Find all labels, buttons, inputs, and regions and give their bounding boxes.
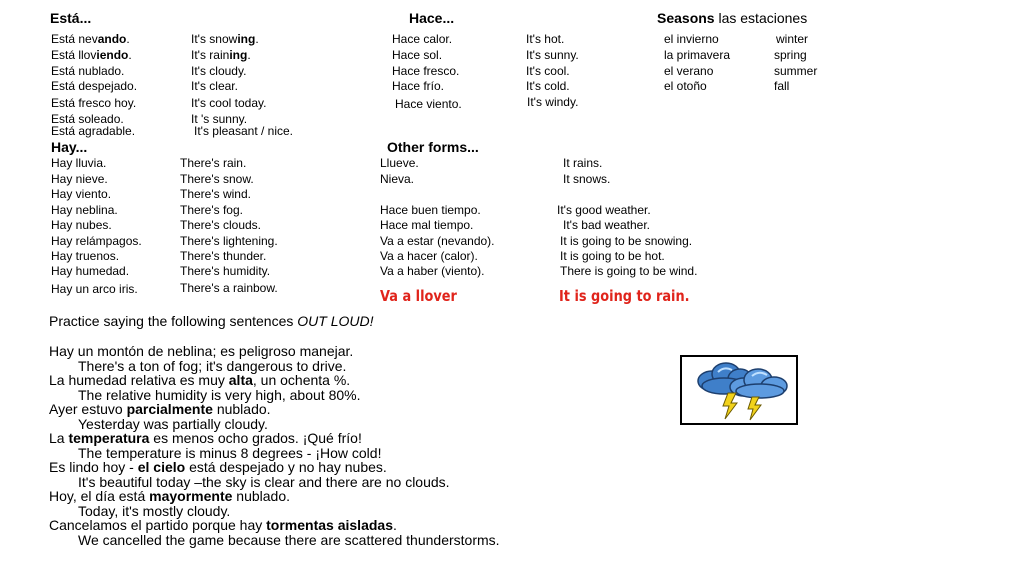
header-seasons-bold: Seasons — [657, 10, 715, 26]
hay-es-3: Hay neblina. — [51, 203, 118, 217]
esta-es-4: Está fresco hoy. — [51, 96, 137, 110]
other-es-1: Nieva. — [380, 172, 415, 186]
season-es-0: el invierno — [664, 32, 719, 46]
practice-line-11: Today, it's mostly cloudy. — [78, 502, 231, 519]
highlight-spanish: Va a llover — [380, 287, 457, 305]
practice-line-7: The temperature is minus 8 degrees - ¡How cold! — [78, 444, 382, 461]
practice-intro: Practice saying the following sentences OUT LOUD! — [49, 313, 374, 329]
esta-es-2: Está nublado. — [51, 64, 125, 78]
hay-en-7: There's humidity. — [180, 264, 271, 278]
practice-line-6: La temperatura es menos ocho grados. ¡Qué frío! — [49, 430, 362, 446]
practice-line-1: There's a ton of fog; it's dangerous to drive. — [78, 357, 347, 374]
other-en-1: It snows. — [563, 172, 611, 186]
other-es-5: Va a hacer (calor). — [380, 249, 478, 263]
season-en-2: summer — [774, 64, 818, 78]
season-es-2: el verano — [664, 64, 714, 78]
hay-es-8: Hay un arco iris. — [51, 282, 138, 296]
practice-line-4: Ayer estuvo parcialmente nublado. — [49, 401, 271, 417]
hace-en-4: It's windy. — [527, 95, 579, 109]
header-hace: Hace... — [409, 10, 455, 26]
practice-line-5: Yesterday was partially cloudy. — [78, 415, 268, 432]
esta-es-3: Está despejado. — [51, 79, 138, 93]
other-es-6: Va a haber (viento). — [380, 264, 485, 278]
other-es-2: Hace buen tiempo. — [380, 203, 481, 217]
hay-en-1: There's snow. — [180, 172, 254, 186]
header-other-forms: Other forms... — [387, 139, 479, 155]
hay-en-3: There's fog. — [180, 203, 243, 217]
practice-line-0: Hay un montón de neblina; es peligroso manejar. — [49, 343, 354, 359]
highlight-english: It is going to rain. — [559, 287, 690, 305]
storm-cloud-lightning-icon — [682, 357, 796, 423]
header-hay: Hay... — [51, 139, 88, 155]
esta-en-0: It's snowing. — [191, 32, 259, 46]
practice-line-10: Hoy, el día está mayormente nublado. — [49, 488, 291, 504]
season-es-3: el otoño — [664, 79, 707, 93]
practice-line-13: We cancelled the game because there are scattered thunderstorms. — [78, 531, 500, 548]
other-en-4: It is going to be snowing. — [560, 234, 693, 248]
practice-line-9: It's beautiful today –the sky is clear and there are no clouds. — [78, 473, 450, 490]
hace-es-4: Hace viento. — [395, 97, 462, 111]
season-es-1: la primavera — [664, 48, 731, 62]
practice-line-12: Cancelamos el partido porque hay tormentas aisladas. — [49, 517, 397, 533]
header-seasons — [657, 10, 807, 26]
practice-line-2: La humedad relativa es muy alta, un ochenta %. — [49, 372, 351, 388]
hace-es-0: Hace calor. — [392, 32, 453, 46]
hay-es-5: Hay relámpagos. — [51, 234, 142, 248]
hay-en-0: There's rain. — [180, 156, 247, 170]
esta-es-1: Está lloviendo. — [51, 48, 132, 62]
practice-line-8: Es lindo hoy - el cielo está despejado y no hay nubes. — [49, 459, 387, 475]
other-en-2: It's good weather. — [557, 203, 651, 217]
season-en-0: winter — [776, 32, 809, 46]
esta-en-6: It's pleasant / nice. — [194, 124, 294, 138]
esta-en-3: It's clear. — [191, 79, 238, 93]
other-en-5: It is going to be hot. — [560, 249, 665, 263]
hace-en-1: It's sunny. — [526, 48, 579, 62]
other-en-0: It rains. — [563, 156, 603, 170]
hace-en-0: It's hot. — [526, 32, 565, 46]
storm-image-frame — [680, 355, 798, 425]
hace-es-3: Hace frío. — [392, 79, 445, 93]
practice-line-3: The relative humidity is very high, about 80%. — [78, 386, 361, 403]
hace-en-2: It's cool. — [526, 64, 570, 78]
hay-es-1: Hay nieve. — [51, 172, 108, 186]
hay-es-2: Hay viento. — [51, 187, 112, 201]
esta-en-4: It's cool today. — [191, 96, 267, 110]
hay-en-6: There's thunder. — [180, 249, 267, 263]
other-es-3: Hace mal tiempo. — [380, 218, 474, 232]
hay-en-2: There's wind. — [180, 187, 251, 201]
hay-es-7: Hay humedad. — [51, 264, 130, 278]
hay-es-0: Hay lluvia. — [51, 156, 107, 170]
hay-en-5: There's lightening. — [180, 234, 278, 248]
esta-es-5: Está soleado. — [51, 112, 124, 126]
header-seasons-spanish: las estaciones — [718, 10, 808, 26]
other-en-6: There is going to be wind. — [560, 264, 698, 278]
esta-es-0: Está nevando. — [51, 32, 130, 46]
other-en-3: It's bad weather. — [563, 218, 651, 232]
other-es-4: Va a estar (nevando). — [380, 234, 495, 248]
esta-en-5: It 's sunny. — [191, 112, 248, 126]
hay-es-6: Hay truenos. — [51, 249, 120, 263]
hace-es-1: Hace sol. — [392, 48, 443, 62]
header-esta: Está... — [50, 10, 92, 26]
season-en-3: fall — [774, 79, 790, 93]
hace-es-2: Hace fresco. — [392, 64, 460, 78]
hay-es-4: Hay nubes. — [51, 218, 112, 232]
esta-en-1: It's raining. — [191, 48, 251, 62]
other-es-0: Llueve. — [380, 156, 419, 170]
hay-en-8: There's a rainbow. — [180, 281, 278, 295]
hace-en-3: It's cold. — [526, 79, 570, 93]
esta-es-6: Está agradable. — [51, 124, 136, 138]
hay-en-4: There's clouds. — [180, 218, 261, 232]
season-en-1: spring — [774, 48, 807, 62]
esta-en-2: It's cloudy. — [191, 64, 247, 78]
